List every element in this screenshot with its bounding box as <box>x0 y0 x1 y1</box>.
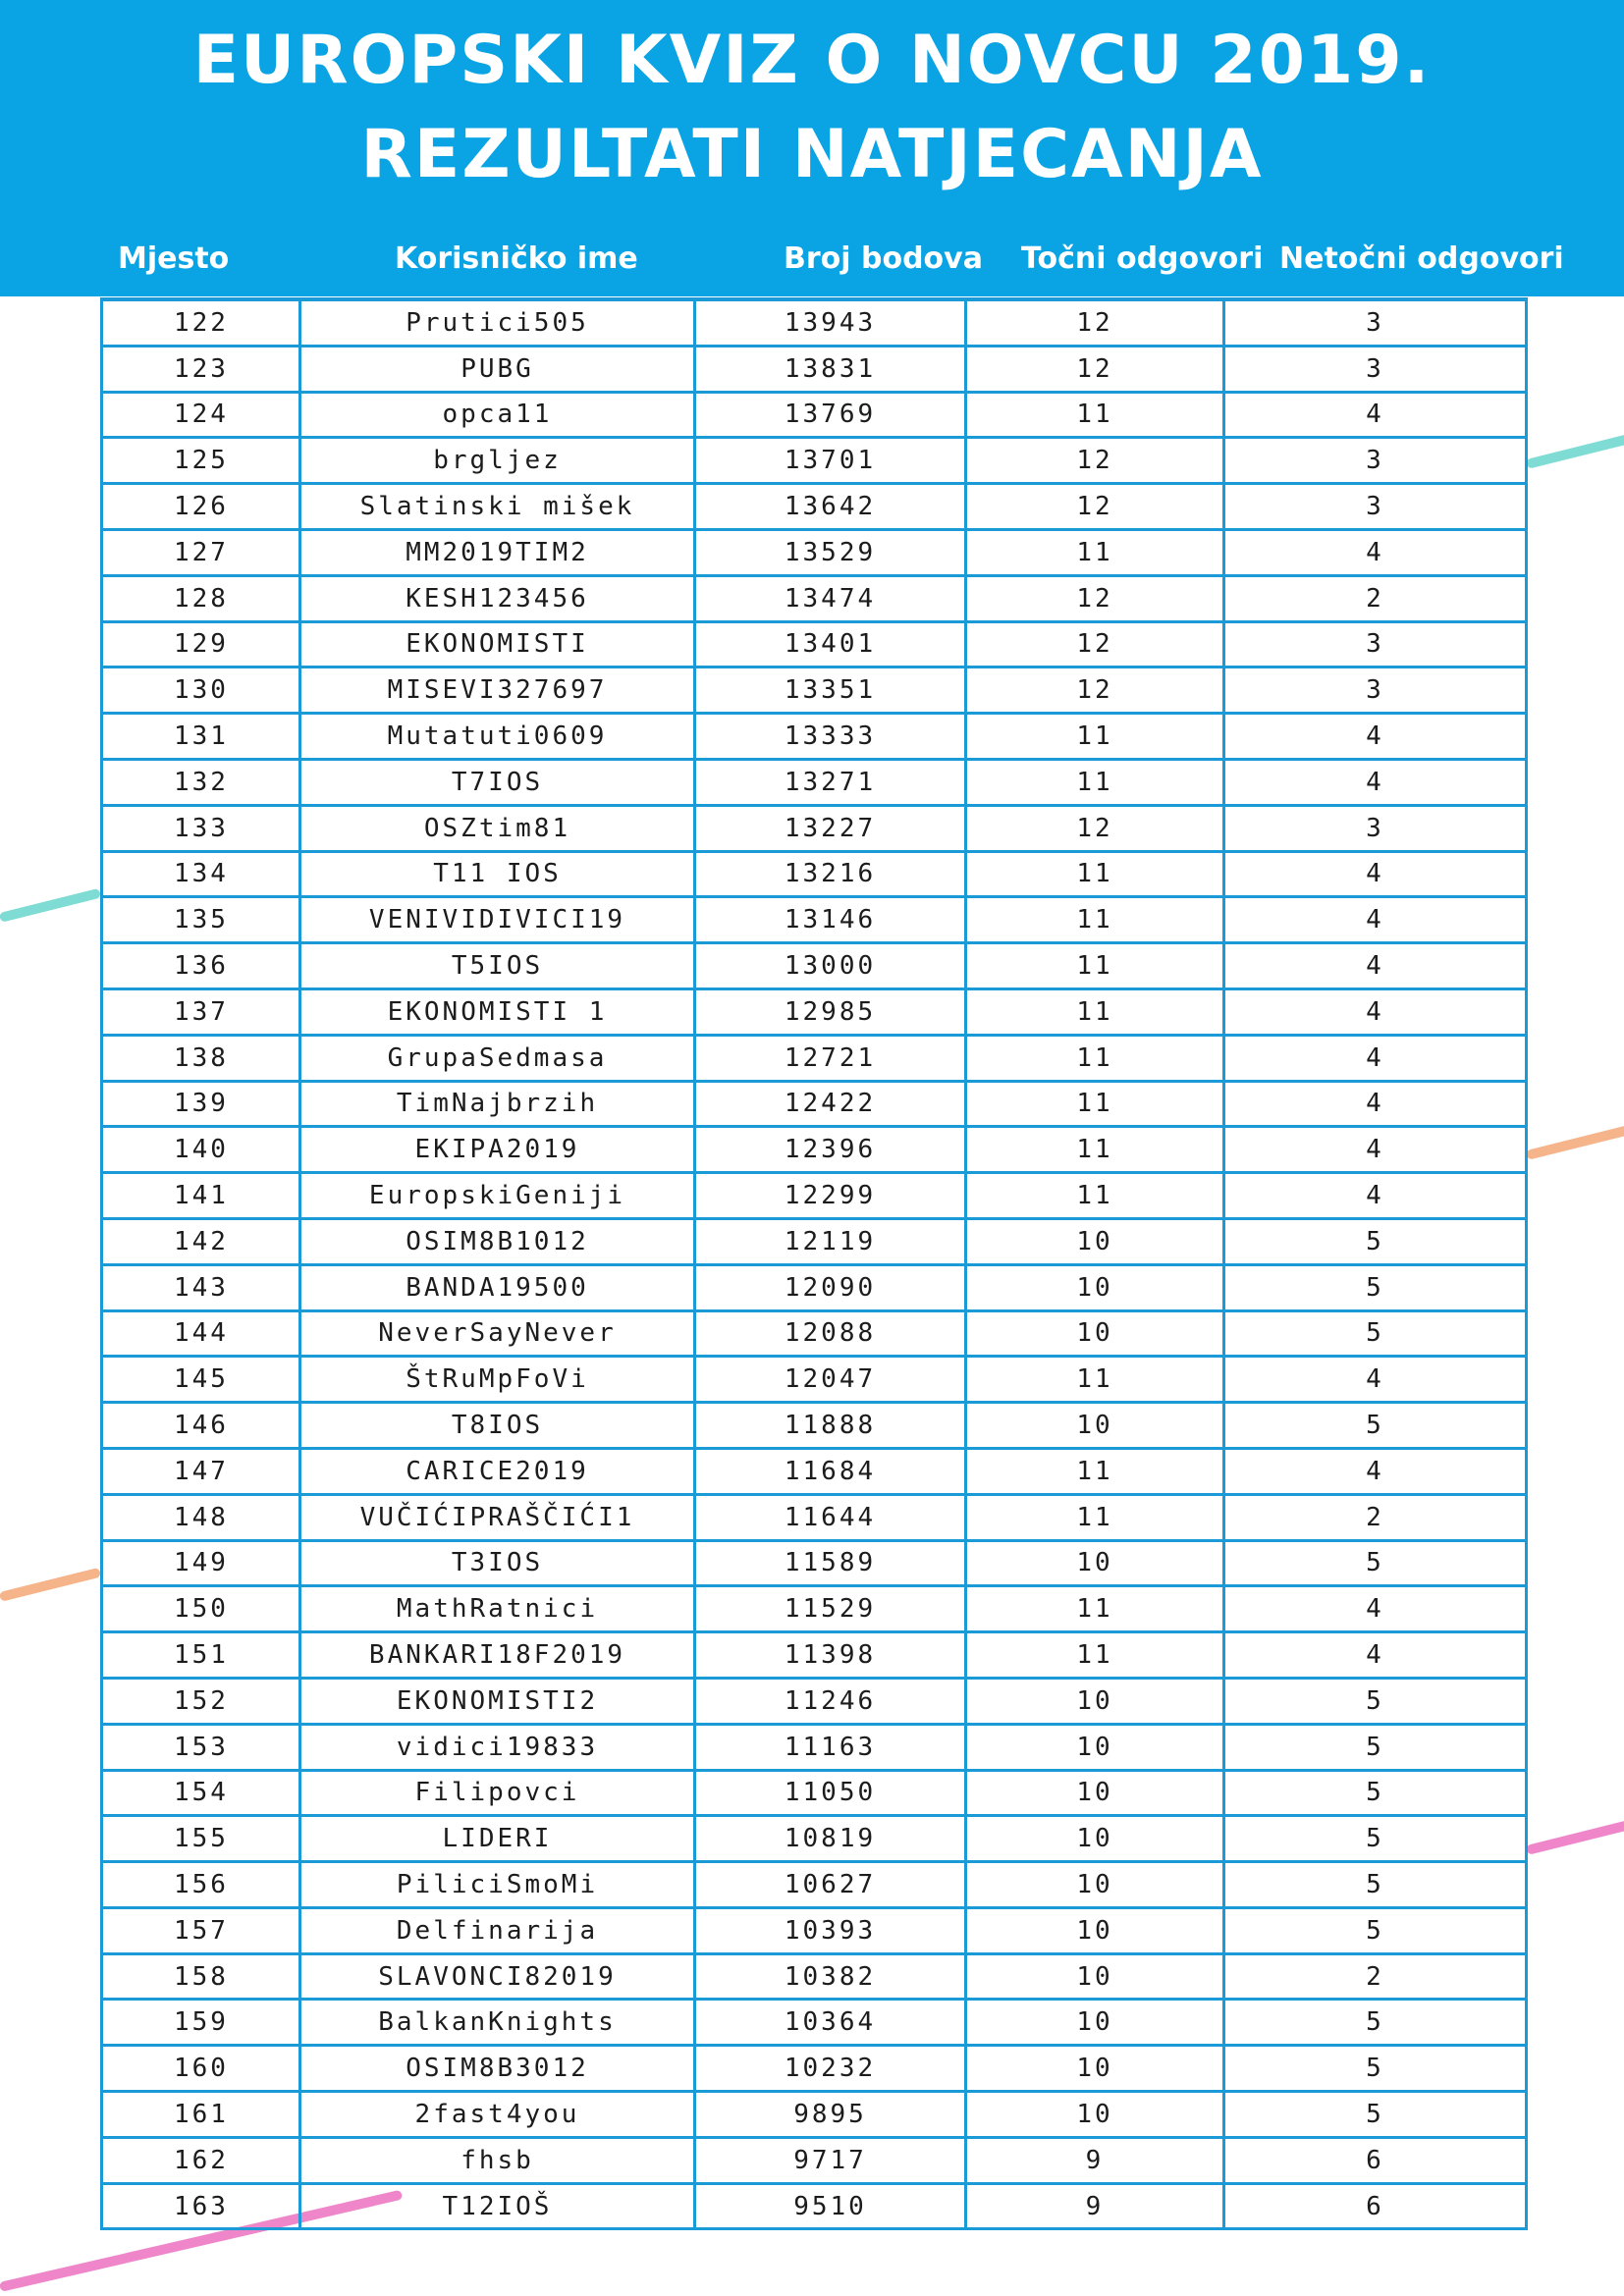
username-cell: Mutatuti0609 <box>300 714 695 760</box>
rank-cell: 161 <box>102 2092 300 2138</box>
rank-cell: 159 <box>102 2000 300 2046</box>
correct-cell: 12 <box>966 575 1224 621</box>
username-cell: Delfinarija <box>300 1907 695 1953</box>
incorrect-cell: 5 <box>1224 1403 1527 1449</box>
username-cell: opca11 <box>300 392 695 438</box>
correct-cell: 10 <box>966 1310 1224 1357</box>
username-cell: TimNajbrzih <box>300 1081 695 1127</box>
correct-cell: 11 <box>966 988 1224 1035</box>
table-row <box>102 1816 1527 1862</box>
correct-cell: 11 <box>966 1586 1224 1632</box>
table-row <box>102 438 1527 484</box>
incorrect-cell: 5 <box>1224 1264 1527 1310</box>
rank-cell: 147 <box>102 1448 300 1494</box>
rank-cell: 133 <box>102 805 300 851</box>
rank-cell: 150 <box>102 1586 300 1632</box>
correct-cell: 12 <box>966 346 1224 392</box>
table-row <box>102 1770 1527 1816</box>
points-cell: 13474 <box>695 575 966 621</box>
correct-cell: 11 <box>966 851 1224 897</box>
correct-cell: 10 <box>966 1953 1224 2000</box>
username-cell: MISEVI327697 <box>300 667 695 714</box>
points-cell: 11644 <box>695 1494 966 1540</box>
incorrect-cell: 2 <box>1224 575 1527 621</box>
correct-cell: 10 <box>966 1770 1224 1816</box>
points-cell: 10364 <box>695 2000 966 2046</box>
username-cell: EKONOMISTI 1 <box>300 988 695 1035</box>
points-cell: 11888 <box>695 1403 966 1449</box>
page-title-line-2: REZULTATI NATJECANJA <box>360 116 1264 193</box>
rank-cell: 158 <box>102 1953 300 2000</box>
table-row <box>102 2046 1527 2092</box>
table-row <box>102 714 1527 760</box>
correct-cell: 12 <box>966 621 1224 667</box>
rank-cell: 155 <box>102 1816 300 1862</box>
correct-cell: 11 <box>966 1127 1224 1173</box>
correct-cell: 10 <box>966 1724 1224 1770</box>
rank-cell: 140 <box>102 1127 300 1173</box>
decorative-stripe <box>0 1568 101 1602</box>
points-cell: 10393 <box>695 1907 966 1953</box>
table-row <box>102 1218 1527 1264</box>
points-cell: 12985 <box>695 988 966 1035</box>
correct-cell: 10 <box>966 1862 1224 1908</box>
table-row <box>102 988 1527 1035</box>
table-row <box>102 1403 1527 1449</box>
incorrect-cell: 4 <box>1224 851 1527 897</box>
table-row <box>102 575 1527 621</box>
username-cell: Prutici505 <box>300 299 695 346</box>
correct-cell: 10 <box>966 2000 1224 2046</box>
username-cell: Filipovci <box>300 1770 695 1816</box>
correct-cell: 12 <box>966 438 1224 484</box>
username-cell: VENIVIDIVICI19 <box>300 897 695 943</box>
page-title-line-1: EUROPSKI KVIZ O NOVCU 2019. <box>192 22 1432 99</box>
points-cell: 10232 <box>695 2046 966 2092</box>
username-cell: vidici19833 <box>300 1724 695 1770</box>
points-cell: 13146 <box>695 897 966 943</box>
column-header-points: Broj bodova <box>784 241 983 276</box>
correct-cell: 11 <box>966 714 1224 760</box>
header-banner <box>0 0 1624 296</box>
table-row <box>102 1035 1527 1081</box>
points-cell: 11684 <box>695 1448 966 1494</box>
incorrect-cell: 5 <box>1224 1816 1527 1862</box>
correct-cell: 11 <box>966 897 1224 943</box>
rank-cell: 130 <box>102 667 300 714</box>
points-cell: 11050 <box>695 1770 966 1816</box>
incorrect-cell: 5 <box>1224 1770 1527 1816</box>
points-cell: 13216 <box>695 851 966 897</box>
incorrect-cell: 5 <box>1224 1540 1527 1586</box>
incorrect-cell: 4 <box>1224 897 1527 943</box>
decorative-stripe <box>0 888 101 923</box>
username-cell: BANKARI18F2019 <box>300 1632 695 1679</box>
username-cell: EKONOMISTI2 <box>300 1678 695 1724</box>
correct-cell: 11 <box>966 1035 1224 1081</box>
points-cell: 13943 <box>695 299 966 346</box>
username-cell: GrupaSedmasa <box>300 1035 695 1081</box>
points-cell: 13642 <box>695 484 966 530</box>
username-cell: CARICE2019 <box>300 1448 695 1494</box>
table-row <box>102 943 1527 989</box>
points-cell: 12090 <box>695 1264 966 1310</box>
table-row <box>102 2137 1527 2183</box>
points-cell: 13831 <box>695 346 966 392</box>
rank-cell: 134 <box>102 851 300 897</box>
rank-cell: 132 <box>102 759 300 805</box>
username-cell: EuropskiGeniji <box>300 1173 695 1219</box>
correct-cell: 10 <box>966 1907 1224 1953</box>
correct-cell: 11 <box>966 392 1224 438</box>
points-cell: 11589 <box>695 1540 966 1586</box>
points-cell: 9717 <box>695 2137 966 2183</box>
correct-cell: 10 <box>966 1816 1224 1862</box>
table-row <box>102 805 1527 851</box>
incorrect-cell: 6 <box>1224 2183 1527 2229</box>
incorrect-cell: 5 <box>1224 2092 1527 2138</box>
username-cell: EKIPA2019 <box>300 1127 695 1173</box>
incorrect-cell: 3 <box>1224 667 1527 714</box>
rank-cell: 153 <box>102 1724 300 1770</box>
incorrect-cell: 5 <box>1224 1218 1527 1264</box>
rank-cell: 142 <box>102 1218 300 1264</box>
table-row <box>102 1586 1527 1632</box>
decorative-stripe <box>1526 434 1624 469</box>
correct-cell: 10 <box>966 1678 1224 1724</box>
incorrect-cell: 5 <box>1224 1724 1527 1770</box>
username-cell: brgljez <box>300 438 695 484</box>
correct-cell: 10 <box>966 1403 1224 1449</box>
incorrect-cell: 2 <box>1224 1494 1527 1540</box>
username-cell: BalkanKnights <box>300 2000 695 2046</box>
points-cell: 12396 <box>695 1127 966 1173</box>
username-cell: PiliciSmoMi <box>300 1862 695 1908</box>
points-cell: 13769 <box>695 392 966 438</box>
incorrect-cell: 5 <box>1224 1678 1527 1724</box>
correct-cell: 9 <box>966 2183 1224 2229</box>
points-cell: 10627 <box>695 1862 966 1908</box>
incorrect-cell: 3 <box>1224 299 1527 346</box>
rank-cell: 156 <box>102 1862 300 1908</box>
points-cell: 12299 <box>695 1173 966 1219</box>
rank-cell: 125 <box>102 438 300 484</box>
username-cell: EKONOMISTI <box>300 621 695 667</box>
table-row <box>102 2092 1527 2138</box>
points-cell: 13351 <box>695 667 966 714</box>
username-cell: NeverSayNever <box>300 1310 695 1357</box>
incorrect-cell: 4 <box>1224 1173 1527 1219</box>
rank-cell: 163 <box>102 2183 300 2229</box>
table-row <box>102 667 1527 714</box>
correct-cell: 11 <box>966 1357 1224 1403</box>
username-cell: T12IOŠ <box>300 2183 695 2229</box>
table-row <box>102 1907 1527 1953</box>
table-row <box>102 1540 1527 1586</box>
table-row <box>102 1357 1527 1403</box>
rank-cell: 152 <box>102 1678 300 1724</box>
table-row <box>102 1953 1527 2000</box>
username-cell: T8IOS <box>300 1403 695 1449</box>
table-row <box>102 529 1527 575</box>
points-cell: 9895 <box>695 2092 966 2138</box>
username-cell: T11 IOS <box>300 851 695 897</box>
results-table <box>100 297 1528 2230</box>
rank-cell: 136 <box>102 943 300 989</box>
column-header-rank: Mjesto <box>118 241 230 276</box>
correct-cell: 11 <box>966 1081 1224 1127</box>
points-cell: 12721 <box>695 1035 966 1081</box>
rank-cell: 160 <box>102 2046 300 2092</box>
incorrect-cell: 4 <box>1224 1448 1527 1494</box>
incorrect-cell: 5 <box>1224 2000 1527 2046</box>
table-row <box>102 621 1527 667</box>
table-row <box>102 851 1527 897</box>
username-cell: BANDA19500 <box>300 1264 695 1310</box>
correct-cell: 11 <box>966 759 1224 805</box>
rank-cell: 143 <box>102 1264 300 1310</box>
username-cell: PUBG <box>300 346 695 392</box>
incorrect-cell: 2 <box>1224 1953 1527 2000</box>
rank-cell: 162 <box>102 2137 300 2183</box>
username-cell: OSZtim81 <box>300 805 695 851</box>
rank-cell: 126 <box>102 484 300 530</box>
points-cell: 13000 <box>695 943 966 989</box>
username-cell: 2fast4you <box>300 2092 695 2138</box>
rank-cell: 154 <box>102 1770 300 1816</box>
table-row <box>102 1264 1527 1310</box>
table-row <box>102 1862 1527 1908</box>
incorrect-cell: 4 <box>1224 392 1527 438</box>
table-row <box>102 1494 1527 1540</box>
table-row <box>102 299 1527 346</box>
decorative-stripe <box>1526 1125 1624 1160</box>
rank-cell: 145 <box>102 1357 300 1403</box>
table-row <box>102 392 1527 438</box>
rank-cell: 151 <box>102 1632 300 1679</box>
points-cell: 10819 <box>695 1816 966 1862</box>
table-row <box>102 2000 1527 2046</box>
points-cell: 12422 <box>695 1081 966 1127</box>
rank-cell: 127 <box>102 529 300 575</box>
username-cell: T3IOS <box>300 1540 695 1586</box>
username-cell: OSIM8B1012 <box>300 1218 695 1264</box>
username-cell: MM2019TIM2 <box>300 529 695 575</box>
points-cell: 13529 <box>695 529 966 575</box>
incorrect-cell: 3 <box>1224 346 1527 392</box>
points-cell: 13401 <box>695 621 966 667</box>
table-row <box>102 1448 1527 1494</box>
column-header-correct: Točni odgovori <box>1021 241 1264 276</box>
table-row <box>102 897 1527 943</box>
correct-cell: 10 <box>966 1540 1224 1586</box>
table-row <box>102 1632 1527 1679</box>
incorrect-cell: 6 <box>1224 2137 1527 2183</box>
rank-cell: 129 <box>102 621 300 667</box>
points-cell: 13701 <box>695 438 966 484</box>
incorrect-cell: 3 <box>1224 621 1527 667</box>
username-cell: OSIM8B3012 <box>300 2046 695 2092</box>
username-cell: LIDERI <box>300 1816 695 1862</box>
rank-cell: 122 <box>102 299 300 346</box>
table-row <box>102 1173 1527 1219</box>
username-cell: T7IOS <box>300 759 695 805</box>
table-row <box>102 1310 1527 1357</box>
points-cell: 9510 <box>695 2183 966 2229</box>
rank-cell: 148 <box>102 1494 300 1540</box>
rank-cell: 157 <box>102 1907 300 1953</box>
results-table-body <box>102 299 1527 2229</box>
incorrect-cell: 5 <box>1224 2046 1527 2092</box>
correct-cell: 10 <box>966 1264 1224 1310</box>
rank-cell: 135 <box>102 897 300 943</box>
points-cell: 11529 <box>695 1586 966 1632</box>
username-cell: Slatinski mišek <box>300 484 695 530</box>
incorrect-cell: 4 <box>1224 1357 1527 1403</box>
table-row <box>102 2183 1527 2229</box>
correct-cell: 11 <box>966 1632 1224 1679</box>
rank-cell: 124 <box>102 392 300 438</box>
incorrect-cell: 3 <box>1224 805 1527 851</box>
correct-cell: 11 <box>966 943 1224 989</box>
points-cell: 11163 <box>695 1724 966 1770</box>
points-cell: 11246 <box>695 1678 966 1724</box>
table-row <box>102 1127 1527 1173</box>
incorrect-cell: 4 <box>1224 988 1527 1035</box>
incorrect-cell: 4 <box>1224 1127 1527 1173</box>
username-cell: VUČIĆIPRAŠČIĆI1 <box>300 1494 695 1540</box>
correct-cell: 11 <box>966 1173 1224 1219</box>
rank-cell: 131 <box>102 714 300 760</box>
points-cell: 12047 <box>695 1357 966 1403</box>
correct-cell: 10 <box>966 2092 1224 2138</box>
table-row <box>102 759 1527 805</box>
incorrect-cell: 4 <box>1224 1035 1527 1081</box>
incorrect-cell: 4 <box>1224 943 1527 989</box>
incorrect-cell: 3 <box>1224 438 1527 484</box>
correct-cell: 10 <box>966 1218 1224 1264</box>
table-row <box>102 484 1527 530</box>
decorative-stripe <box>1526 1820 1624 1855</box>
username-cell: SLAVONCI82019 <box>300 1953 695 2000</box>
table-row <box>102 346 1527 392</box>
points-cell: 11398 <box>695 1632 966 1679</box>
rank-cell: 123 <box>102 346 300 392</box>
incorrect-cell: 5 <box>1224 1310 1527 1357</box>
rank-cell: 144 <box>102 1310 300 1357</box>
table-row <box>102 1081 1527 1127</box>
rank-cell: 128 <box>102 575 300 621</box>
column-header-username: Korisničko ime <box>395 241 638 276</box>
username-cell: ŠtRuMpFoVi <box>300 1357 695 1403</box>
username-cell: fhsb <box>300 2137 695 2183</box>
column-header-incorrect: Netočni odgovori <box>1279 241 1564 276</box>
points-cell: 10382 <box>695 1953 966 2000</box>
username-cell: MathRatnici <box>300 1586 695 1632</box>
correct-cell: 11 <box>966 529 1224 575</box>
correct-cell: 10 <box>966 2046 1224 2092</box>
correct-cell: 12 <box>966 805 1224 851</box>
incorrect-cell: 4 <box>1224 1586 1527 1632</box>
rank-cell: 149 <box>102 1540 300 1586</box>
table-row <box>102 1678 1527 1724</box>
incorrect-cell: 4 <box>1224 759 1527 805</box>
points-cell: 12088 <box>695 1310 966 1357</box>
correct-cell: 9 <box>966 2137 1224 2183</box>
incorrect-cell: 4 <box>1224 1081 1527 1127</box>
correct-cell: 12 <box>966 667 1224 714</box>
username-cell: T5IOS <box>300 943 695 989</box>
incorrect-cell: 3 <box>1224 484 1527 530</box>
points-cell: 13333 <box>695 714 966 760</box>
points-cell: 12119 <box>695 1218 966 1264</box>
incorrect-cell: 4 <box>1224 529 1527 575</box>
points-cell: 13227 <box>695 805 966 851</box>
correct-cell: 11 <box>966 1494 1224 1540</box>
correct-cell: 11 <box>966 1448 1224 1494</box>
points-cell: 13271 <box>695 759 966 805</box>
incorrect-cell: 5 <box>1224 1862 1527 1908</box>
rank-cell: 138 <box>102 1035 300 1081</box>
incorrect-cell: 4 <box>1224 714 1527 760</box>
correct-cell: 12 <box>966 484 1224 530</box>
incorrect-cell: 5 <box>1224 1907 1527 1953</box>
rank-cell: 137 <box>102 988 300 1035</box>
rank-cell: 141 <box>102 1173 300 1219</box>
rank-cell: 139 <box>102 1081 300 1127</box>
rank-cell: 146 <box>102 1403 300 1449</box>
incorrect-cell: 4 <box>1224 1632 1527 1679</box>
correct-cell: 12 <box>966 299 1224 346</box>
username-cell: KESH123456 <box>300 575 695 621</box>
table-row <box>102 1724 1527 1770</box>
